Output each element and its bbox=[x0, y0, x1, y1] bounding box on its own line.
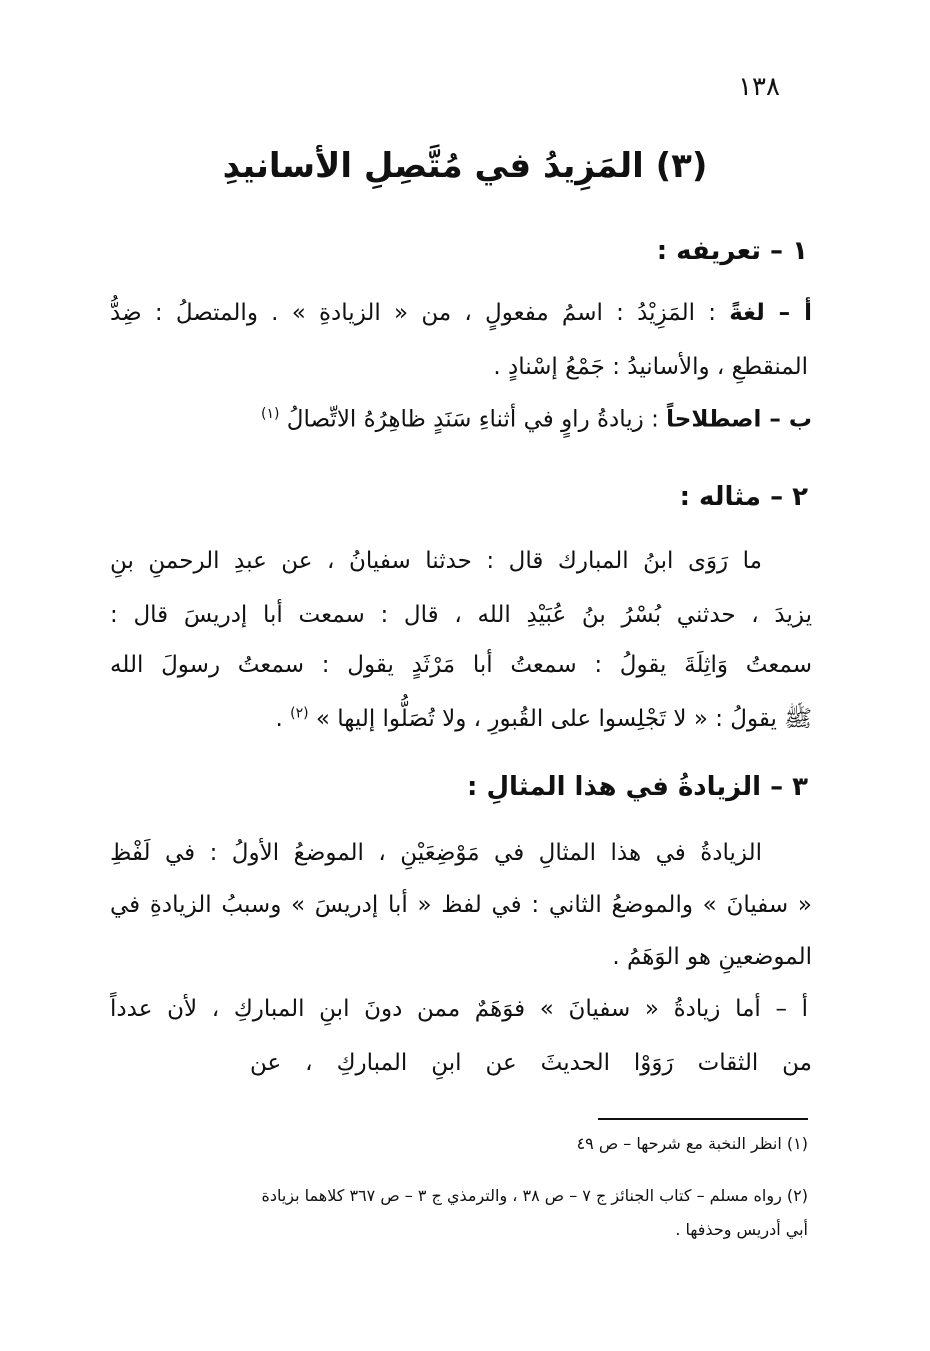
footnote-ref-1: (١) bbox=[260, 406, 280, 422]
definition-term-line bbox=[110, 406, 812, 433]
footnote-1: (١) انظر النخبة مع شرحها – ص ٤٩ bbox=[576, 1134, 808, 1153]
example-line-4 bbox=[110, 704, 812, 738]
chapter-title: (٣) المَزِيدُ في مُتَّصِلِ الأسانيدِ bbox=[222, 146, 708, 186]
addition-line-1: الزيادةُ في هذا المثالِ في مَوْضِعَيْنِ ، الموضعُ الأولُ : في لَفْظِ bbox=[110, 840, 762, 866]
footnote-2-line-1: (٢) رواه مسلم – كتاب الجنائز ج ٧ – ص ٣٨ ، والترمذي ج ٣ – ص ٣٦٧ كلاهما بزيادة bbox=[261, 1186, 808, 1205]
example-line-1: ما رَوَى ابنُ المبارك قال : حدثنا سفيانُ ، عن عبدِ الرحمنِ بنِ bbox=[110, 548, 762, 574]
definition-term-text: : زيادةُ راوٍ في أثناءِ سَنَدٍ ظاهِرُهُ الاتِّصالُ bbox=[286, 406, 667, 433]
addition-line-5: من الثقات رَوَوْا الحديثَ عن ابنِ المباركِ ، عن bbox=[250, 1050, 812, 1076]
example-quote: ﷺ يقولُ : « لا تَجْلِسوا على القُبورِ ، ولا تُصَلُّوا إليها » bbox=[315, 706, 812, 732]
addition-line-2: « سفيانَ » والموضعُ الثاني : في لفظ « أبا إدريسَ » وسببُ الزيادةِ في bbox=[110, 892, 812, 918]
footnote-2-line-2: أبي أدريس وحذفها . bbox=[675, 1220, 808, 1239]
addition-line-3: الموضعينِ هو الوَهَمُ . bbox=[612, 944, 812, 970]
section-3-heading: ٣ – الزيادةُ في هذا المثالِ : bbox=[467, 772, 808, 802]
definition-language-label: أ – لغةً bbox=[729, 300, 812, 326]
example-line-2: يزيدَ ، حدثني بُسْرُ بنُ عُبَيْدِ الله ، قال : سمعت أبا إدريسَ قال : bbox=[110, 602, 812, 628]
definition-language-line-2: المنقطعِ ، والأسانيدُ : جَمْعُ إسْنادٍ . bbox=[493, 354, 808, 380]
section-2-heading: ٢ – مثاله : bbox=[679, 482, 808, 512]
definition-term-label: ب – اصطلاحاً bbox=[666, 406, 812, 433]
footnote-divider bbox=[598, 1118, 808, 1120]
page-number: ١٣٨ bbox=[738, 72, 780, 102]
addition-line-4: أ – أما زيادةُ « سفيانَ » فوَهَمٌ ممن دونَ ابنِ المباركِ ، لأن عدداً bbox=[110, 996, 808, 1022]
example-end: . bbox=[275, 706, 291, 732]
definition-language-text: : المَزِيْدُ : اسمُ مفعولٍ ، من « الزيادةِ » . والمتصلُ : ضِدُّ bbox=[110, 300, 730, 326]
footnote-ref-2: (٢) bbox=[290, 705, 309, 722]
definition-language-line-1 bbox=[110, 300, 812, 326]
section-1-heading: ١ – تعريفه : bbox=[656, 236, 808, 266]
example-line-3: سمعتُ وَاثِلَةَ يقولُ : سمعتُ أبا مَرْثَدٍ يقول : سمعتُ رسولَ الله bbox=[110, 652, 812, 678]
